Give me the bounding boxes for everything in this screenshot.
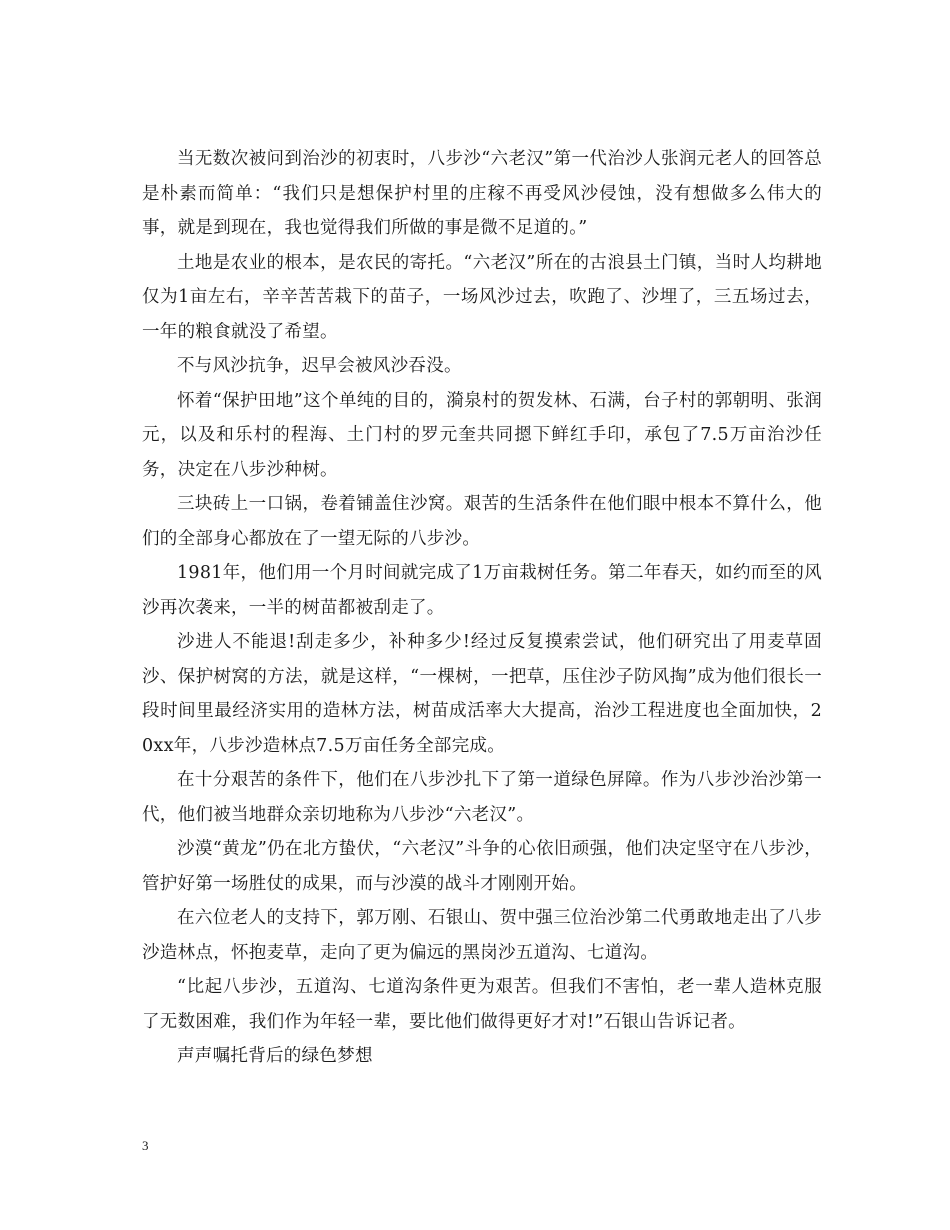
section-heading: 声声嘱托背后的绿色梦想: [177, 1046, 373, 1066]
document-body: [142, 142, 822, 1074]
paragraph-8: 在十分艰苦的条件下，他们在八步沙扎下了第一道绿色屏障。作为八步沙治沙第一代，他们被当地群众亲切地称为八步沙“六老汉”。: [142, 770, 822, 825]
paragraph-9: 沙漠“黄龙”仍在北方蛰伏，“六老汉”斗争的心依旧顽强，他们决定坚守在八步沙，管护好第一场胜仗的成果，而与沙漠的战斗才刚刚开始。: [142, 839, 822, 894]
paragraph-2: 土地是农业的根本，是农民的寄托。“六老汉”所在的古浪县土门镇，当时人均耕地仅为1亩左右，辛辛苦苦栽下的苗子，一场风沙过去，吹跑了、沙埋了，三五场过去，一年的粮食就没了希望。: [142, 252, 822, 342]
page-number: 3: [142, 1138, 149, 1153]
paragraph-4: 怀着“保护田地”这个单纯的目的，漪泉村的贺发林、石满，台子村的郭朝明、张润元，以及和乐村的程海、土门村的罗元奎共同摁下鲜红手印，承包了7.5万亩治沙任务，决定在八步沙种树。: [142, 390, 822, 480]
paragraph-5: 三块砖上一口锅，卷着铺盖住沙窝。艰苦的生活条件在他们眼中根本不算什么，他们的全部身心都放在了一望无际的八步沙。: [142, 494, 822, 549]
paragraph-7: 沙进人不能退!刮走多少，补种多少!经过反复摸索尝试，他们研究出了用麦草固沙、保护树窝的方法，就是这样，“一棵树，一把草，压住沙子防风掏”成为他们很长一段时间里最经济实用的造林方法，树苗成活率大大提高，治沙工程进度也全面加快，20xx年，八步沙造林点7.5万亩任务全部完成。: [142, 632, 822, 756]
paragraph-1: 当无数次被问到治沙的初衷时，八步沙“六老汉”第一代治沙人张润元老人的回答总是朴素而简单：“我们只是想保护村里的庄稼不再受风沙侵蚀，没有想做多么伟大的事，就是到现在，我也觉得我们所做的事是微不足道的。”: [142, 149, 822, 238]
paragraph-10: 在六位老人的支持下，郭万刚、石银山、贺中强三位治沙第二代勇敢地走出了八步沙造林点，怀抱麦草，走向了更为偏远的黑岗沙五道沟、七道沟。: [142, 908, 822, 963]
paragraph-6: 1981年，他们用一个月时间就完成了1万亩栽树任务。第二年春天，如约而至的风沙再次袭来，一半的树苗都被刮走了。: [142, 563, 822, 618]
paragraph-11: “比起八步沙，五道沟、七道沟条件更为艰苦。但我们不害怕，老一辈人造林克服了无数困难，我们作为年轻一辈，要比他们做得更好才对!”石银山告诉记者。: [142, 977, 822, 1032]
paragraph-3: 不与风沙抗争，迟早会被风沙吞没。: [177, 356, 462, 376]
